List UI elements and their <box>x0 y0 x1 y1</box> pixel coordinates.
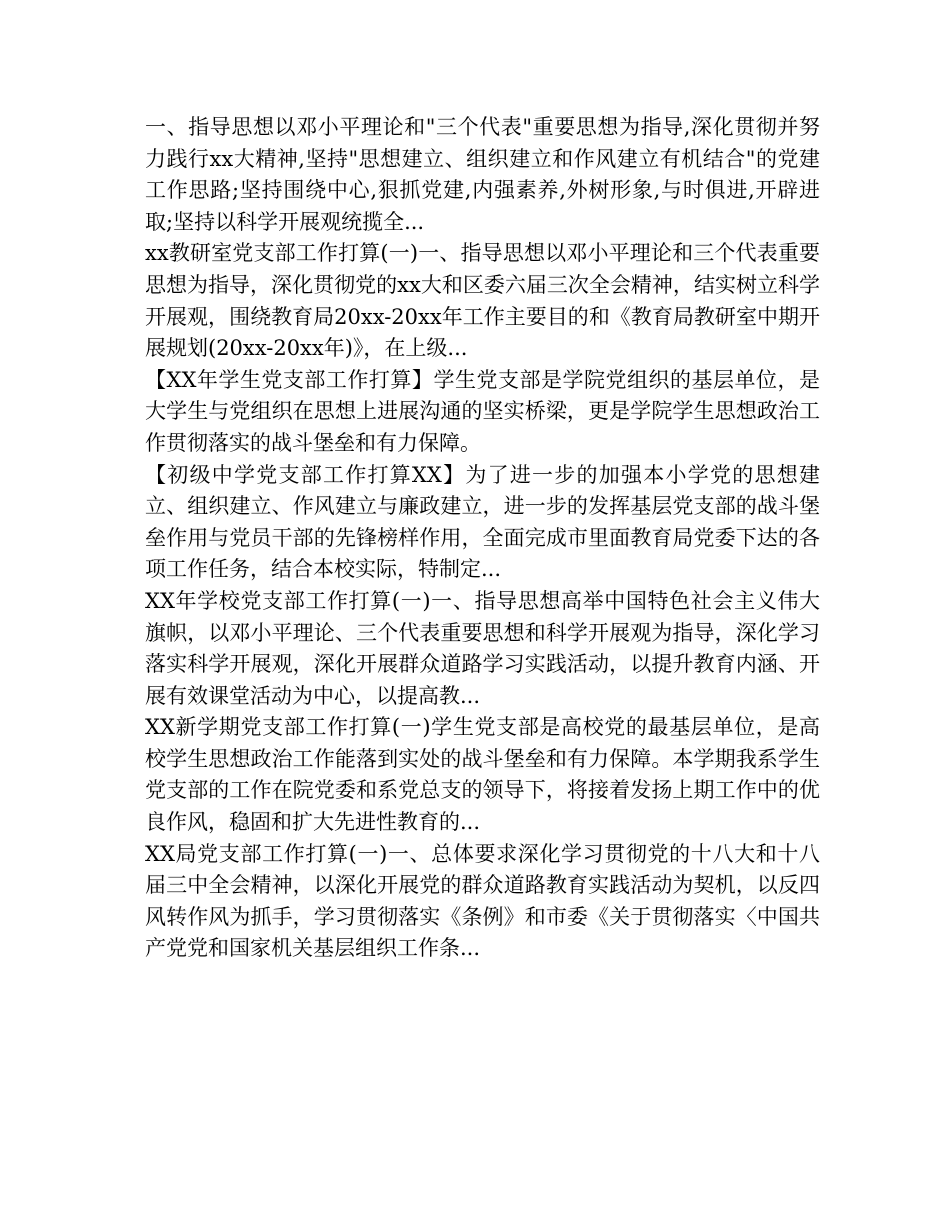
document-page <box>145 112 820 965</box>
paragraph-student-branch-plan: 【XX年学生党支部工作打算】学生党支部是学院党组织的基层单位，是大学生与党组织在思想上进展沟通的坚实桥梁，更是学院学生思想政治工作贯彻落实的战斗堡垒和有力保障。 <box>145 367 820 455</box>
paragraph-school-branch-plan: XX年学校党支部工作打算(一)一、指导思想高举中国特色社会主义伟大旗帜，以邓小平理论、三个代表重要思想和科学开展观为指导，深化学习落实科学开展观，深化开展群众道路学习实践活动，以提升教育内涵、开展有效课堂活动为中心，以提高教... <box>145 588 820 708</box>
paragraph-bureau-branch-plan: XX局党支部工作打算(一)一、总体要求深化学习贯彻党的十八大和十八届三中全会精神，以深化开展党的群众道路教育实践活动为契机，以反四风转作风为抓手，学习贯彻落实《条例》和市委《关于贯彻落实〈中国共产党党和国家机关基层组织工作条... <box>145 841 820 961</box>
paragraph-new-semester-plan: XX新学期党支部工作打算(一)学生党支部是高校党的最基层单位，是高校学生思想政治工作能落到实处的战斗堡垒和有力保障。本学期我系学生党支部的工作在院党委和系党总支的领导下，将接着发扬上期工作中的优良作风，稳固和扩大先进性教育的... <box>145 715 820 835</box>
paragraph-research-office-plan: xx教研室党支部工作打算(一)一、指导思想以邓小平理论和三个代表重要思想为指导，深化贯彻党的xx大和区委六届三次全会精神，结实树立科学开展观，围绕教育局20xx-20xx年工作主要目的和《教育局教研室中期开展规划(20xx-20xx年)》，在上级... <box>145 241 820 361</box>
paragraph-middle-school-plan: 【初级中学党支部工作打算XX】为了进一步的加强本小学党的思想建立、组织建立、作风建立与廉政建立，进一步的发挥基层党支部的战斗堡垒作用与党员干部的先锋榜样作用，全面完成市里面教育局党委下达的各项工作任务，结合本校实际，特制定... <box>145 462 820 582</box>
paragraph-guiding-ideology: 一、指导思想以邓小平理论和"三个代表"重要思想为指导,深化贯彻并努力践行xx大精神,坚持"思想建立、组织建立和作风建立有机结合"的党建工作思路;坚持围绕中心,狠抓党建,内强素养,外树形象,与时俱进,开辟进取;坚持以科学开展观统揽全... <box>145 115 820 234</box>
